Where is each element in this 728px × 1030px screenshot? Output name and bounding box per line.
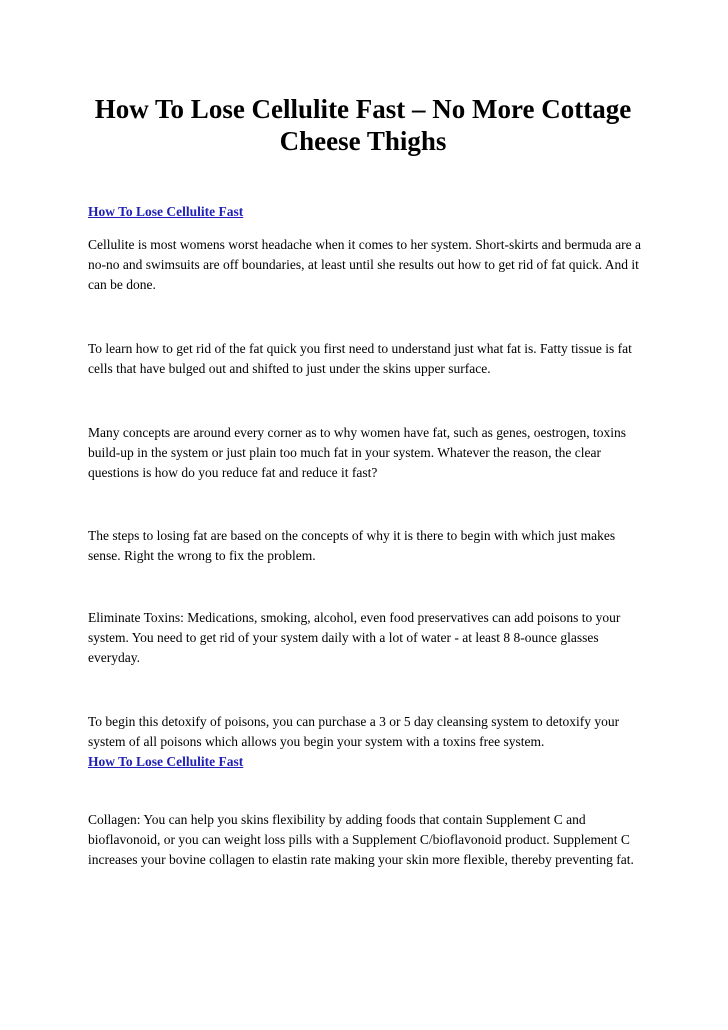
page-title: How To Lose Cellulite Fast – No More Cottage Cheese Thighs xyxy=(94,94,632,156)
paragraph-collagen: Collagen: You can help you skins flexibility by adding foods that contain Supplement C and bioflavonoid, or you can weight loss pills with a Supplement C/bioflavonoid product. Supplement C increases your bovine collagen to elastin rate making your skin more flexible, thereby preventing fat. xyxy=(88,812,634,867)
paragraph-detoxify-block xyxy=(88,712,648,771)
paragraph-intro: Cellulite is most womens worst headache when it comes to her system. Short-skirts and bermuda are a no-no and swimsuits are off boundaries, at least until she results out how to get rid of fat quick. And it can be done. xyxy=(88,237,641,292)
paragraph-steps: The steps to losing fat are based on the concepts of why it is there to begin with which just makes sense. Right the wrong to fix the problem. xyxy=(88,528,616,563)
paragraph-what-is-fat: To learn how to get rid of the fat quick you first need to understand just what fat is. Fatty tissue is fat cells that have bulged out and shifted to just under the skins upper surface. xyxy=(88,341,632,376)
paragraph-eliminate-toxins: Eliminate Toxins: Medications, smoking, alcohol, even food preservatives can add poisons to your system. You need to get rid of your system daily with a lot of water - at least 8 8-ounce glasses everyday. xyxy=(88,610,621,665)
top-article-link[interactable]: How To Lose Cellulite Fast xyxy=(88,204,244,219)
inline-article-link[interactable]: How To Lose Cellulite Fast xyxy=(88,753,244,769)
paragraph-detoxify: To begin this detoxify of poisons, you can purchase a 3 or 5 day cleansing system to detoxify your system of all poisons which allows you begin your system with a toxins free system. xyxy=(88,714,620,749)
paragraph-concepts: Many concepts are around every corner as to why women have fat, such as genes, oestrogen, toxins build-up in the system or just plain too much fat in your system. Whatever the reason, the clear questions is how do you reduce fat and reduce it fast? xyxy=(88,425,626,480)
